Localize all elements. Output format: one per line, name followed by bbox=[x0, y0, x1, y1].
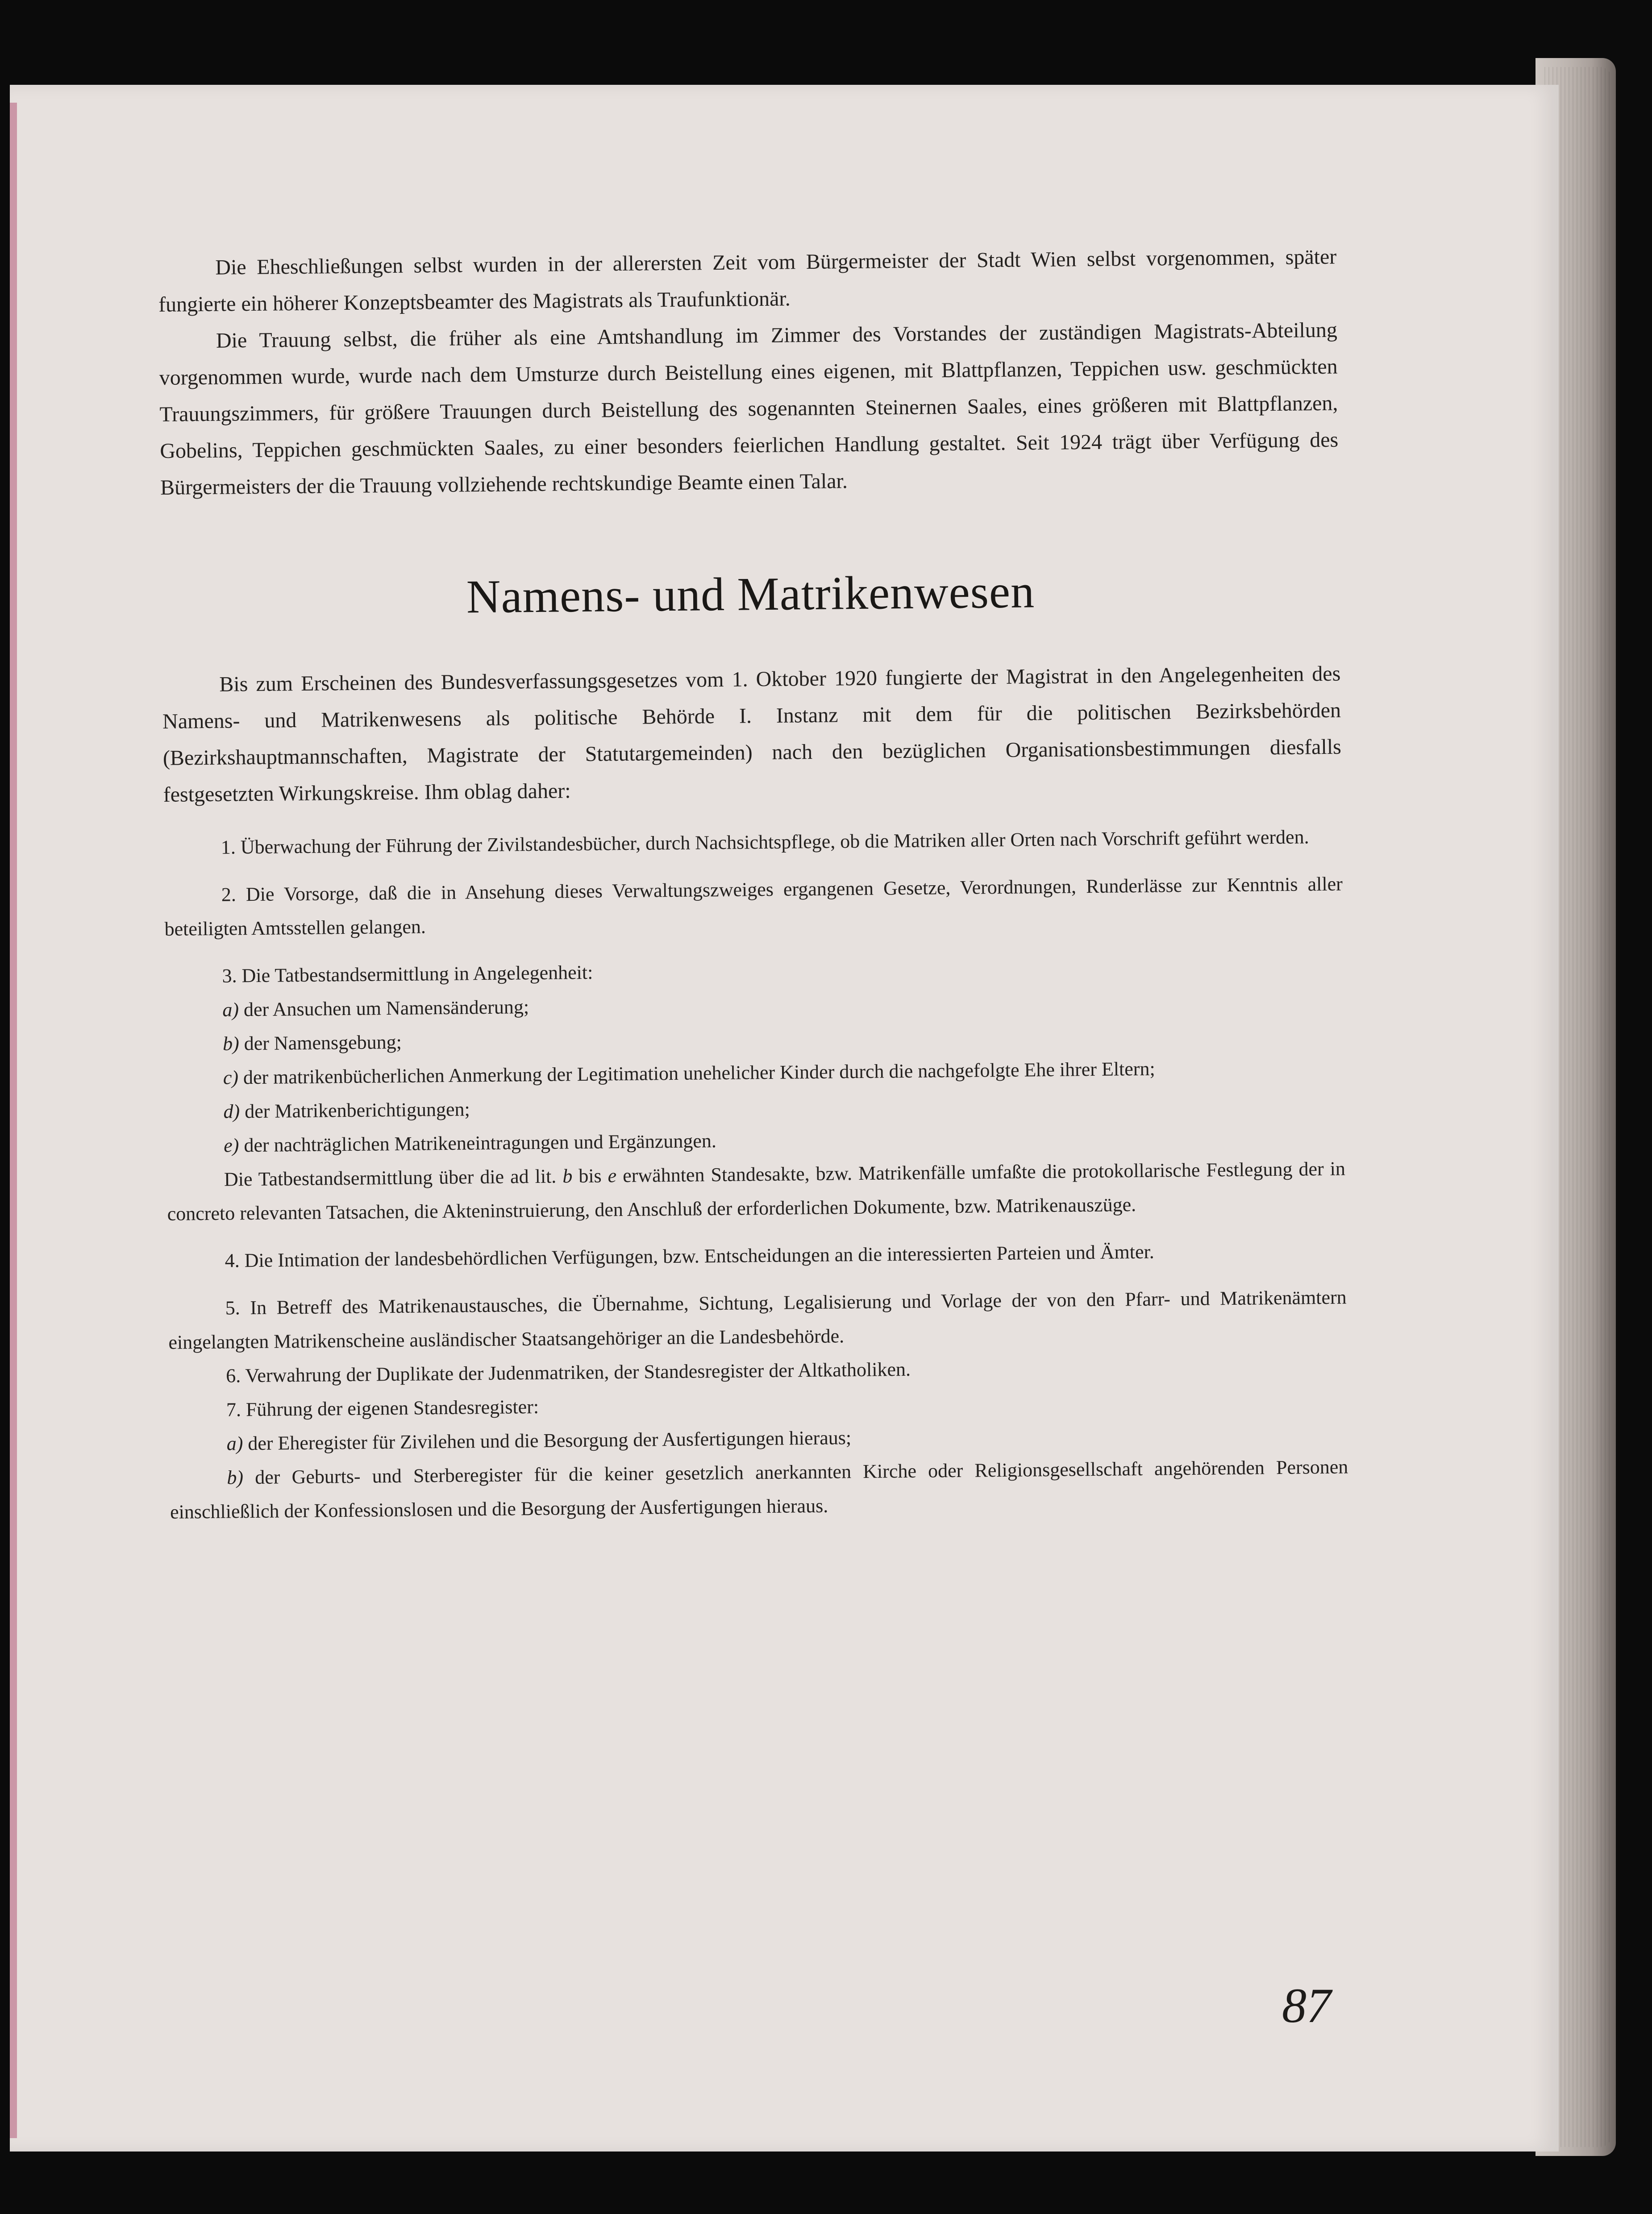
letter-a: a) bbox=[222, 999, 239, 1021]
list-item-1: 1. Überwachung der Führung der Zivilstandesbücher, durch Nachsichtspflege, ob die Matriken aller Orten nach Vorschrift geführt werden. bbox=[221, 826, 1309, 858]
list-item-3b-text: der Namensgebung; bbox=[239, 1031, 402, 1055]
list-item-2: 2. Die Vorsorge, daß die in Ansehung dieses Verwaltungszweiges ergangenen Gesetze, Verordnungen, Runderlässe zur Kenntnis aller beteiligten Amtsstellen gelangen. bbox=[164, 873, 1343, 940]
note-text-1: Die Tatbestandsermittlung über die ad lit. bbox=[224, 1165, 563, 1190]
list-item-3d-text: der Matrikenberichtigungen; bbox=[239, 1098, 470, 1123]
list-item-5: 5. In Betreff des Matrikenaustausches, die Übernahme, Sichtung, Legalisierung und Vorlage der von den Pfarr- und Matrikenämtern eingelangten Matrikenscheine ausländischer Staatsangehöriger an die Landesbehörde. bbox=[168, 1286, 1347, 1353]
intro-paragraph-2: Die Trauung selbst, die früher als eine Amtshandlung im Zimmer des Vorstandes der zuständigen Magistrats-Abteilung vorgenommen wurde, wurde nach dem Umsturze durch Beistellung eines eigenen, mit Blattpflanzen, Teppichen usw. geschmückten Trauungszimmers, für größere Trauungen durch Beistellung des sogenannten Steinernen Saales, eines größeren mit Blattpflanzen, Gobelins, Teppichen geschmückten Saales, zu einer besonders feierlichen Handlung gestaltet. Seit 1924 trägt über Verfügung des Bürgermeisters der die Trauung vollziehende rechtskundige Beamte einen Talar. bbox=[159, 318, 1339, 499]
lead-paragraph: Bis zum Erscheinen des Bundesverfassungsgesetzes vom 1. Oktober 1920 fungierte der Magistrat in den Angelegenheiten des Namens- und Matrikenwesens als politische Behörde I. Instanz mit dem für die politischen Bezirksbehörden (Bezirkshauptmannschaften, Magistrate der Statutargemeinden) nach den bezüglichen Organisationsbestimmungen diesfalls festgesetzten Wirkungskreise. Ihm oblag daher: bbox=[162, 662, 1342, 807]
intro-paragraph-1: Die Eheschließungen selbst wurden in der allerersten Zeit vom Bürgermeister der Stadt Wien selbst vorgenommen, später fungierte ein höherer Konzeptsbeamter des Magistrats als Traufunktionär. bbox=[158, 245, 1337, 316]
note-letter-e: e bbox=[608, 1165, 617, 1187]
list-item-7a-text: der Eheregister für Zivilehen und die Besorgung der Ausfertigungen hieraus; bbox=[243, 1427, 852, 1455]
note-letter-b: b bbox=[562, 1165, 573, 1187]
list-item-7b-text: der Geburts- und Sterberegister für die keiner gesetzlich anerkannten Kirche oder Religionsgesellschaft angehörenden Personen einschließlich der Konfessionslosen und die Besorgung der Ausfertigungen hieraus. bbox=[170, 1456, 1348, 1523]
list-item-3c-text: der matrikenbücherlichen Anmerkung der Legitimation unehelicher Kinder durch die nachgefolgte Ehe ihrer Eltern; bbox=[238, 1057, 1155, 1089]
list-item-6: 6. Verwahrung der Duplikate der Judenmatriken, der Standesregister der Altkatholiken. bbox=[225, 1358, 911, 1387]
letter-d: d) bbox=[223, 1100, 240, 1123]
book-page bbox=[10, 85, 1559, 2152]
note-text-3: erwähnten Standesakte, bzw. Matrikenfälle umfaßte die protokollarische Festlegung der in concreto relevanten Tatsachen, die Akteninstruierung, den Anschluß der erforderlichen Dokumente, bzw. Matrikenauszüge. bbox=[167, 1157, 1346, 1225]
list-item-3e-text: der nachträglichen Matrikeneintragungen und Ergänzungen. bbox=[239, 1130, 717, 1157]
binding-stain bbox=[10, 103, 17, 2138]
list-item-7: 7. Führung der eigenen Standesregister: bbox=[226, 1395, 539, 1421]
duties-list bbox=[163, 820, 1348, 1529]
list-item-3-note bbox=[167, 1152, 1346, 1231]
letter-c: c) bbox=[223, 1066, 239, 1089]
section-heading: Namens- und Matrikenwesen bbox=[466, 565, 1035, 623]
list-item-3a-text: der Ansuchen um Namensänderung; bbox=[238, 996, 529, 1021]
letter-e: e) bbox=[224, 1134, 239, 1157]
list-item-3: 3. Die Tatbestandsermittlung in Angelegenheit: bbox=[222, 961, 593, 987]
letter-7a: a) bbox=[226, 1432, 243, 1455]
text-block bbox=[158, 239, 1348, 1529]
letter-b: b) bbox=[222, 1032, 239, 1055]
list-item-4: 4. Die Intimation der landesbehördlichen Verfügungen, bzw. Entscheidungen an die interessierten Parteien und Ämter. bbox=[225, 1240, 1154, 1272]
list-item-7b bbox=[170, 1450, 1348, 1529]
page-number: 87 bbox=[1282, 1978, 1331, 2033]
note-text-2: bis bbox=[572, 1165, 608, 1187]
letter-7b: b) bbox=[227, 1466, 244, 1489]
